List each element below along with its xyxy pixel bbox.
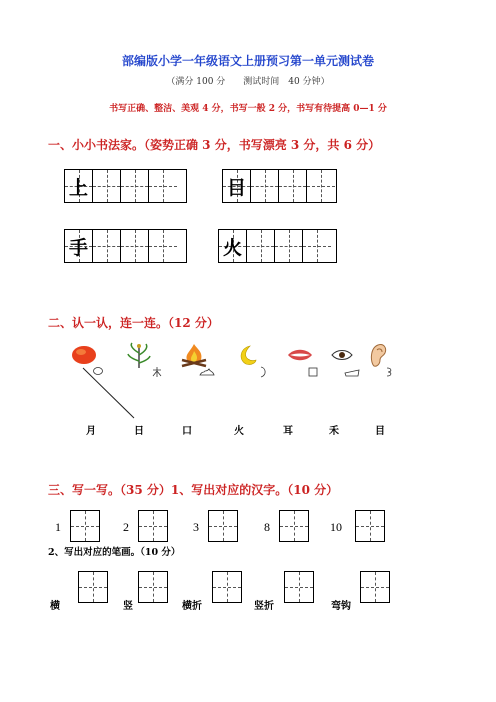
page-title: 部编版小学一年级语文上册预习第一单元测试卷	[121, 54, 374, 68]
grid-cell[interactable]	[279, 170, 307, 202]
grid-cell[interactable]	[149, 230, 177, 262]
model-char: 手	[68, 236, 88, 259]
flame-shape-icon	[199, 366, 215, 376]
stroke-box-hengzhe[interactable]	[212, 571, 242, 603]
number-label: 2	[123, 520, 129, 534]
exam-info: （满分 100 分 测试时间 40 分钟）	[166, 77, 330, 87]
example-match-line	[80, 364, 140, 424]
stroke-box-wangou[interactable]	[360, 571, 390, 603]
answer-box-8[interactable]	[279, 510, 309, 542]
eye-icon	[330, 348, 354, 362]
writing-grid-shou[interactable]	[64, 229, 187, 263]
mouth-icon	[286, 347, 314, 363]
fire-icon	[179, 342, 209, 368]
answer-box-3[interactable]	[208, 510, 238, 542]
grid-cell[interactable]	[121, 230, 149, 262]
stroke-label-shu: 竖	[123, 601, 133, 612]
writing-grid-mu[interactable]	[222, 169, 337, 203]
answer-box-10[interactable]	[355, 510, 385, 542]
eye-shape-icon	[344, 368, 360, 378]
number-label: 3	[193, 520, 199, 534]
ear-icon	[368, 342, 388, 368]
grid-cell[interactable]	[65, 170, 93, 202]
grid-cell[interactable]	[251, 170, 279, 202]
grid-cell[interactable]	[121, 170, 149, 202]
grid-cell[interactable]	[93, 230, 121, 262]
ear-shape-icon	[384, 366, 394, 378]
choice-kou[interactable]: 口	[182, 426, 192, 437]
handwriting-notice: 书写正确、整洁、美观 4 分，书写一般 2 分，书写有待提高 0—1 分	[109, 104, 387, 114]
choice-he[interactable]: 禾	[329, 426, 339, 437]
he-shape-icon	[151, 366, 163, 378]
grid-cell[interactable]	[303, 230, 331, 262]
moon-icon	[234, 344, 258, 366]
stroke-label-hengzhe: 横折	[182, 601, 202, 612]
stroke-label-wangou: 弯钩	[331, 601, 351, 612]
model-char: 上	[68, 176, 88, 199]
choice-ri[interactable]: 日	[134, 426, 144, 437]
section-3-part-2-heading: 2、写出对应的笔画。（10 分）	[48, 547, 181, 558]
section-1-heading: 一、小小书法家。（姿势正确 3 分，书写漂亮 3 分，共 6 分）	[48, 138, 381, 152]
section-3-heading: 三、写一写。（35 分）1、写出对应的汉字。（10 分）	[48, 483, 339, 497]
mouth-shape-icon	[308, 367, 318, 377]
writing-grid-shang[interactable]	[64, 169, 187, 203]
stroke-label-heng: 横	[50, 601, 60, 612]
grid-cell[interactable]	[275, 230, 303, 262]
stroke-box-heng[interactable]	[78, 571, 108, 603]
grid-cell[interactable]	[223, 170, 251, 202]
stroke-label-shuzhe: 竖折	[254, 601, 274, 612]
grid-cell[interactable]	[307, 170, 335, 202]
answer-box-2[interactable]	[138, 510, 168, 542]
grid-cell[interactable]	[93, 170, 121, 202]
number-label: 10	[330, 520, 342, 534]
choice-mu[interactable]: 目	[375, 426, 385, 437]
choice-er[interactable]: 耳	[283, 426, 293, 437]
stroke-box-shu[interactable]	[138, 571, 168, 603]
grid-cell[interactable]	[247, 230, 275, 262]
grid-cell[interactable]	[65, 230, 93, 262]
section-2-heading: 二、认一认，连一连。（12 分）	[48, 316, 219, 330]
crescent-shape-icon	[257, 366, 269, 378]
answer-box-1[interactable]	[70, 510, 100, 542]
model-char: 目	[226, 176, 246, 199]
number-label: 8	[264, 520, 270, 534]
sun-icon	[70, 344, 98, 366]
writing-grid-huo[interactable]	[218, 229, 337, 263]
choice-huo[interactable]: 火	[234, 426, 244, 437]
number-label: 1	[55, 520, 61, 534]
grid-cell[interactable]	[219, 230, 247, 262]
grid-cell[interactable]	[149, 170, 177, 202]
choice-yue[interactable]: 月	[86, 426, 96, 437]
model-char: 火	[222, 236, 242, 259]
stroke-box-shuzhe[interactable]	[284, 571, 314, 603]
